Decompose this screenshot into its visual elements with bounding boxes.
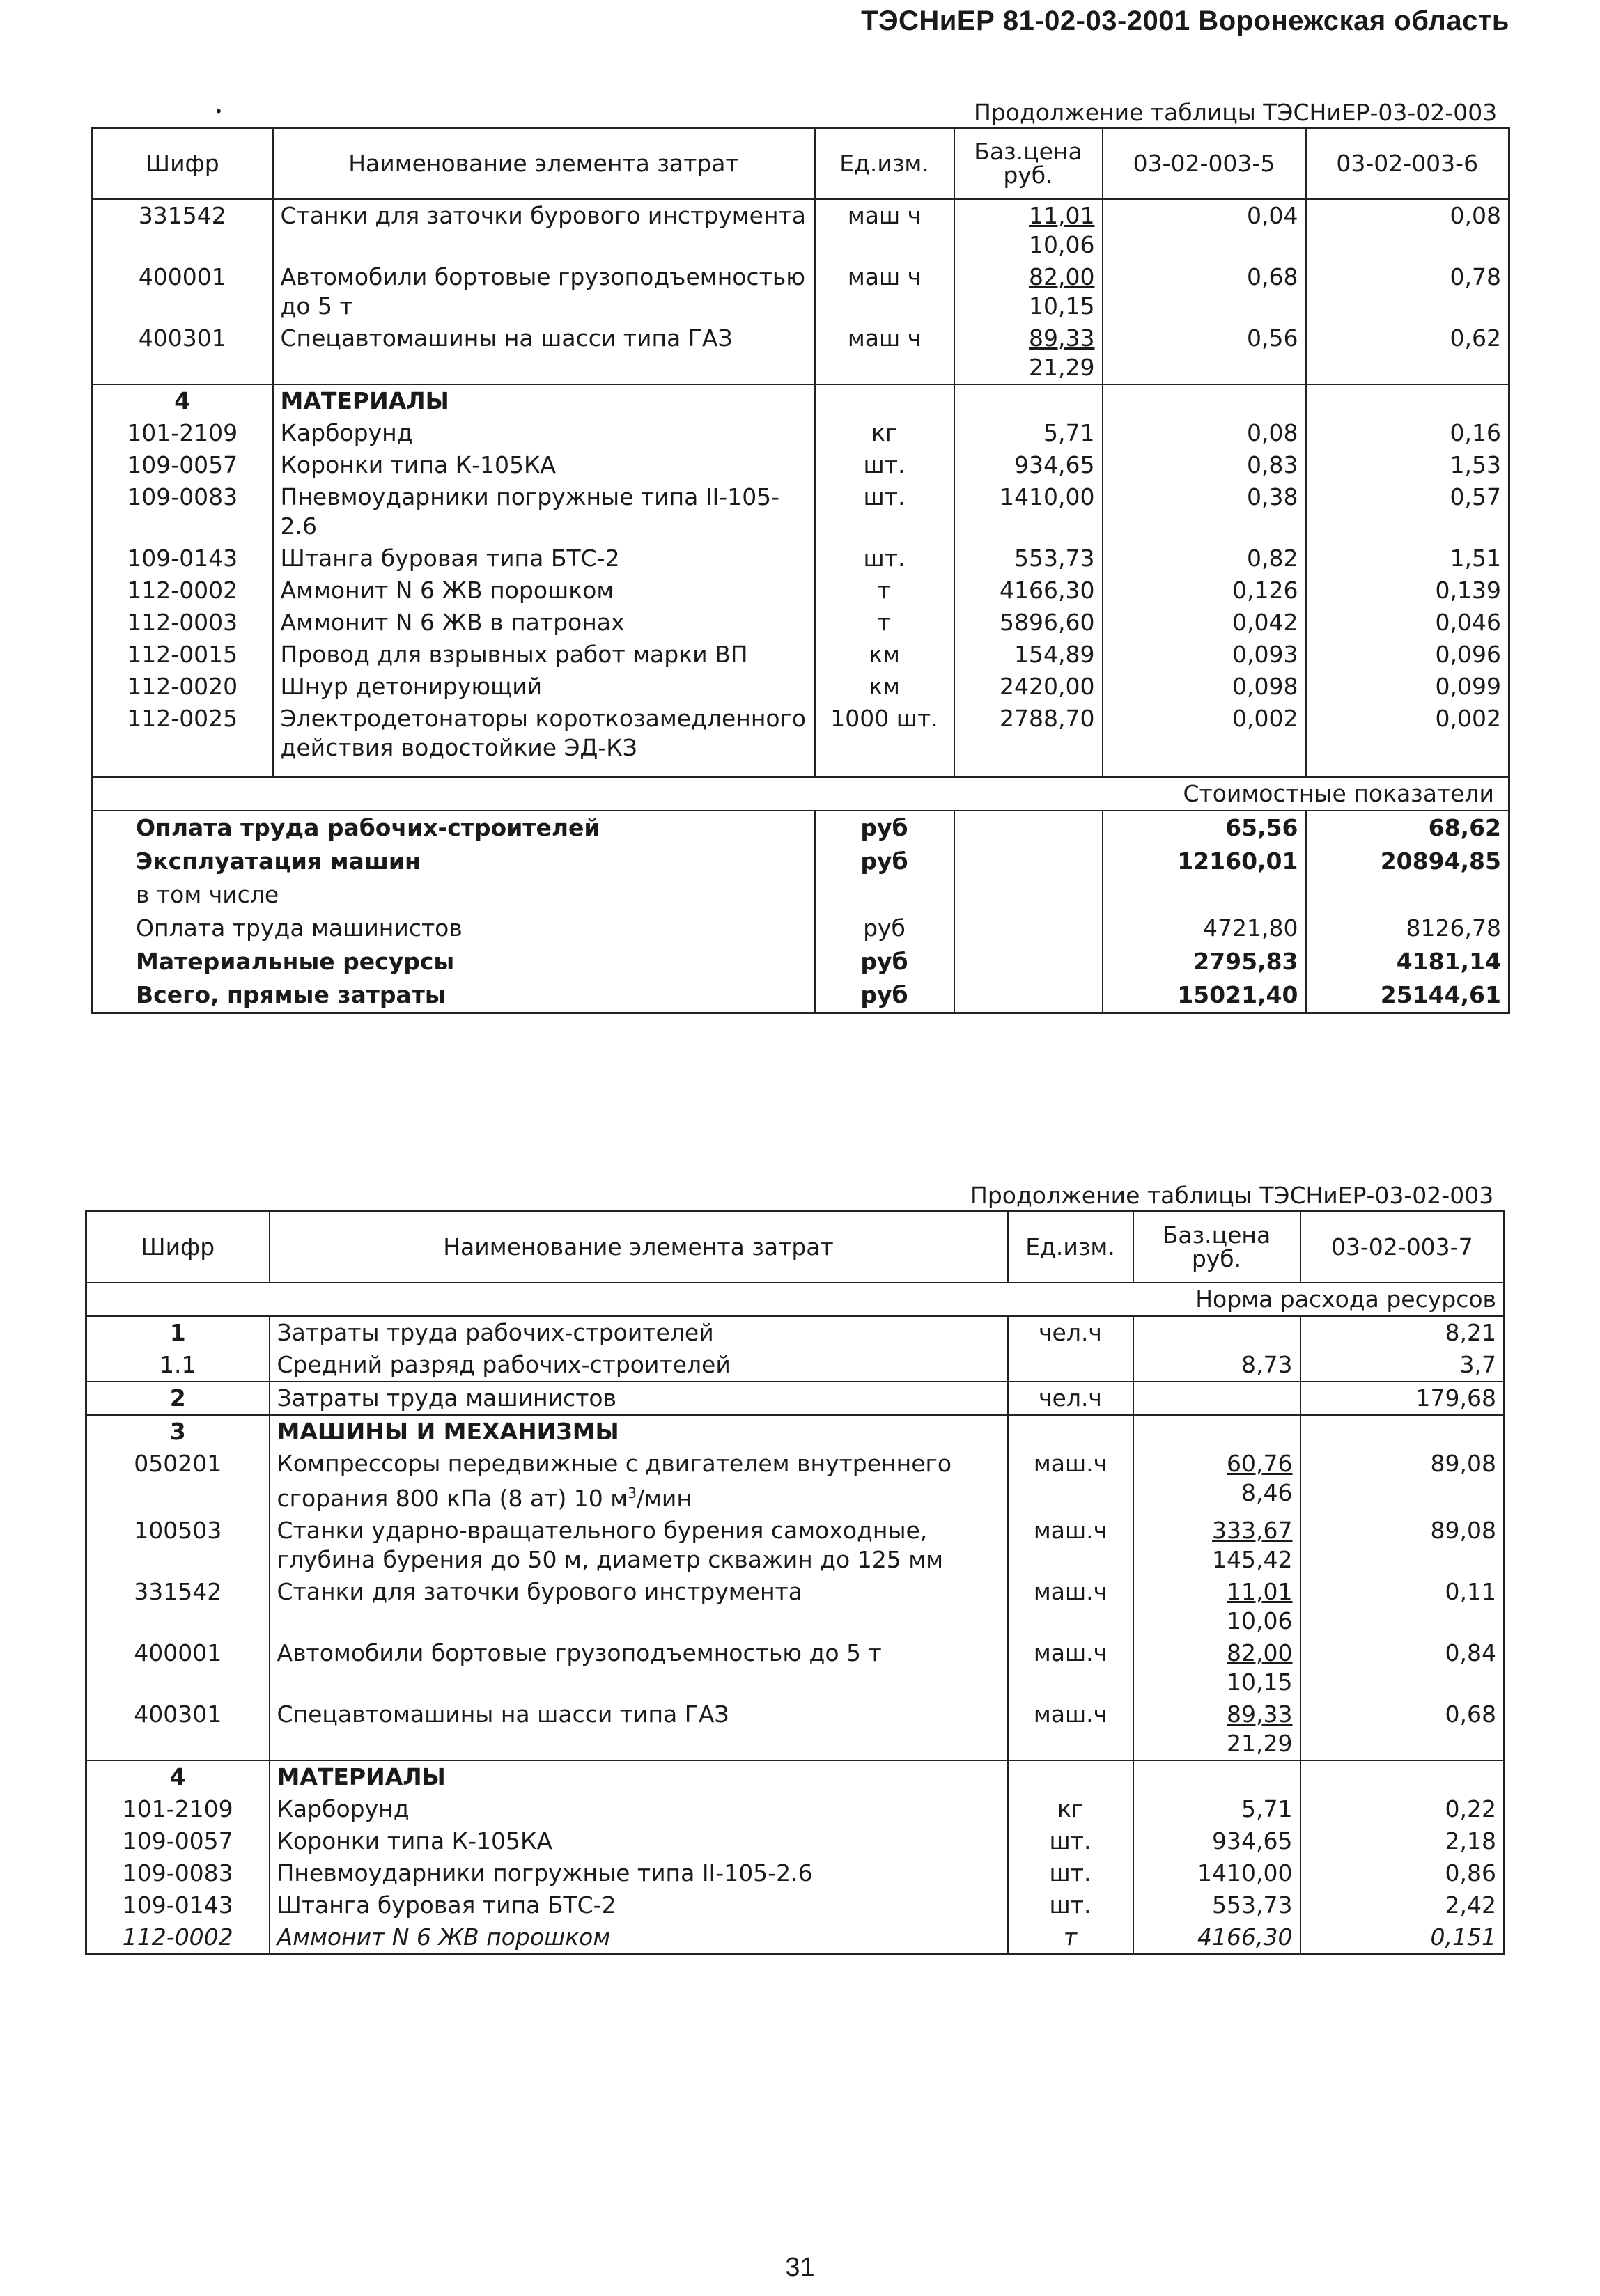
resource-name: Шнур детонирующий [273,671,815,703]
base-price [1133,1382,1300,1415]
resource-name: Карборунд [270,1793,1008,1825]
cost-value-6: 20894,85 [1306,845,1509,878]
resource-name-text: Компрессоры передвижные с двигателем внутреннего сгорания 800 кПа (8 ат) 10 м [277,1450,952,1512]
document-header: ТЭСНиЕР 81-02-03-2001 Воронежская область [861,6,1509,36]
resource-name: Электродетонаторы короткозамедленного действия водостойкие ЭД-КЗ [273,703,815,764]
resource-unit: шт. [815,542,954,575]
material-row [86,1857,1505,1889]
price-bottom: 21,29 [1227,1730,1293,1757]
resource-name-text: Автомобили бортовые грузоподъемностью до 5 т [277,1639,882,1666]
resource-unit: шт. [1008,1825,1133,1857]
empty-cell [954,945,1103,978]
norm-value-7: 8,21 [1300,1316,1505,1349]
cost-row [92,945,1509,978]
resource-unit: кг [1008,1793,1133,1825]
resource-code: 109-0083 [86,1857,270,1889]
material-row [86,1793,1505,1825]
col-header-code: Шифр [92,128,273,200]
resource-name: Провод для взрывных работ марки ВП [273,639,815,671]
resource-unit: 1000 шт. [815,703,954,764]
norm-caption: Норма расхода ресурсов [86,1283,1505,1316]
cost-row [92,845,1509,878]
price-top: 60,76 [1227,1450,1293,1477]
norm-value-5: 0,098 [1103,671,1306,703]
material-row [92,542,1509,575]
base-price: 2788,70 [954,703,1103,764]
cost-label: Всего, прямые затраты [92,978,815,1013]
empty-cell [1306,384,1509,417]
resource-name: Автомобили бортовые грузоподъемностью до 5 т [273,261,815,322]
norm-value-5: 0,002 [1103,703,1306,764]
base-price [1133,1576,1300,1637]
norm-value-6: 0,046 [1306,607,1509,639]
resource-unit: кг [815,417,954,449]
col-header-norm-6: 03-02-003-6 [1306,128,1509,200]
resource-unit: маш.ч [1008,1637,1133,1698]
empty-cell [273,764,815,777]
empty-cell [1133,1415,1300,1448]
price-top: 89,33 [1227,1701,1293,1728]
table2-header-row [86,1212,1505,1283]
resource-unit: шт. [815,449,954,481]
norm-value-6: 1,51 [1306,542,1509,575]
resource-name-text: Спецавтомашины на шасси типа ГАЗ [277,1701,729,1728]
cost-unit: руб [815,912,954,945]
resource-unit: маш.ч [1008,1576,1133,1637]
price-bottom: 21,29 [1029,354,1095,381]
resource-name: Штанга буровая типа БТС-2 [273,542,815,575]
norm-value-5: 0,04 [1103,199,1306,261]
resource-code: 109-0057 [92,449,273,481]
cost-row [92,878,1509,912]
empty-cell [1300,1760,1505,1793]
empty-cell [954,978,1103,1013]
resource-name [270,1576,1008,1637]
material-row [92,639,1509,671]
cost-unit: руб [815,978,954,1013]
resource-code: 112-0015 [92,639,273,671]
empty-cell [92,764,273,777]
cost-unit: руб [815,845,954,878]
resource-unit: т [815,607,954,639]
labor-row [86,1349,1505,1382]
page-number: 31 [785,2253,815,2282]
base-price: 1410,00 [1133,1857,1300,1889]
cost-value-5: 15021,40 [1103,978,1306,1013]
norm-value-5: 0,68 [1103,261,1306,322]
col-header-code: Шифр [86,1212,270,1283]
cost-value-6: 8126,78 [1306,912,1509,945]
cost-value-6: 68,62 [1306,811,1509,845]
norm-value-7: 2,18 [1300,1825,1505,1857]
base-price [1133,1316,1300,1349]
base-price: 8,73 [1133,1349,1300,1382]
resource-code: 112-0020 [92,671,273,703]
resource-unit: шт. [1008,1857,1133,1889]
material-row [92,481,1509,542]
machine-row [92,261,1509,322]
resource-code: 112-0002 [86,1921,270,1955]
price-top: 82,00 [1227,1639,1293,1666]
cost-caption: Стоимостные показатели [92,777,1509,811]
norm-value-5: 0,83 [1103,449,1306,481]
resource-unit: чел.ч [1008,1316,1133,1349]
section-name: МАТЕРИАЛЫ [270,1760,1008,1793]
cost-value-6: 4181,14 [1306,945,1509,978]
resource-name-text: Станки для заточки бурового инструмента [277,1578,802,1605]
material-row [92,417,1509,449]
section-name: МАШИНЫ И МЕХАНИЗМЫ [270,1415,1008,1448]
resource-code: 1.1 [86,1349,270,1382]
resource-code: 112-0002 [92,575,273,607]
resource-unit: маш ч [815,322,954,384]
base-price: 154,89 [954,639,1103,671]
col-header-name: Наименование элемента затрат [270,1212,1008,1283]
table1-continuation-caption: Продолжение таблицы ТЭСНиЕР-03-02-003 [974,99,1498,126]
price-top: 11,01 [1029,202,1095,229]
base-price: 553,73 [954,542,1103,575]
resource-unit [1008,1349,1133,1382]
base-price: 1410,00 [954,481,1103,542]
cost-label: Эксплуатация машин [92,845,815,878]
resource-unit: маш.ч [1008,1515,1133,1576]
section-code: 4 [86,1760,270,1793]
base-price: 5896,60 [954,607,1103,639]
price-bottom: 8,46 [1241,1479,1293,1506]
resource-name: Аммонит N 6 ЖВ порошком [273,575,815,607]
material-row [92,703,1509,764]
section-row [86,1760,1505,1793]
base-price [1133,1515,1300,1576]
norm-value-7: 3,7 [1300,1349,1505,1382]
base-price [1133,1448,1300,1515]
empty-cell [1008,1760,1133,1793]
col-header-price: Баз.цена руб. [954,128,1103,200]
resource-name: Аммонит N 6 ЖВ порошком [270,1921,1008,1955]
cost-value-6: 25144,61 [1306,978,1509,1013]
machine-row [86,1698,1505,1760]
cost-label: Оплата труда машинистов [92,912,815,945]
norm-value-7: 179,68 [1300,1382,1505,1415]
resource-code: 050201 [86,1448,270,1515]
resource-code: 331542 [86,1576,270,1637]
cost-row [92,978,1509,1013]
price-bottom: 145,42 [1212,1546,1293,1573]
cost-unit: руб [815,811,954,845]
resource-unit: т [1008,1921,1133,1955]
base-price: 2420,00 [954,671,1103,703]
resource-code: 101-2109 [92,417,273,449]
cost-value-5: 12160,01 [1103,845,1306,878]
cost-unit [815,878,954,912]
resource-name: Станки для заточки бурового инструмента [273,199,815,261]
machine-row [86,1448,1505,1515]
cost-value-5: 2795,83 [1103,945,1306,978]
resource-unit: т [815,575,954,607]
col-header-norm-5: 03-02-003-5 [1103,128,1306,200]
empty-cell [815,384,954,417]
labor-row [86,1316,1505,1349]
price-bottom: 10,15 [1227,1669,1293,1696]
norm-value-6: 0,099 [1306,671,1509,703]
empty-cell [1133,1760,1300,1793]
resource-name: Карборунд [273,417,815,449]
cost-caption-row [92,777,1509,811]
price-top: 89,33 [1029,325,1095,352]
material-row [92,575,1509,607]
resource-unit: чел.ч [1008,1382,1133,1415]
col-header-price: Баз.цена руб. [1133,1212,1300,1283]
empty-cell [954,845,1103,878]
norm-value-7: 0,11 [1300,1576,1505,1637]
resource-name: Затраты труда рабочих-строителей [270,1316,1008,1349]
spacer-row [92,764,1509,777]
resource-table-1 [91,127,1510,1014]
empty-cell [815,764,954,777]
unit-superscript: 3 [628,1485,637,1501]
base-price [954,261,1103,322]
empty-cell [954,811,1103,845]
price-top: 11,01 [1227,1578,1293,1605]
cost-row [92,811,1509,845]
material-row [86,1921,1505,1955]
base-price: 4166,30 [1133,1921,1300,1955]
material-row [92,449,1509,481]
section-name: МАТЕРИАЛЫ [273,384,815,417]
stray-mark: • [215,103,223,120]
base-price [1133,1637,1300,1698]
empty-cell [1103,764,1306,777]
resource-name: Затраты труда машинистов [270,1382,1008,1415]
resource-name-text: Станки ударно-вращательного бурения самоходные, глубина бурения до 50 м, диаметр скважин до 125 мм [277,1517,943,1573]
col-header-unit: Ед.изм. [815,128,954,200]
price-top: 333,67 [1212,1517,1293,1544]
norm-value-5: 0,56 [1103,322,1306,384]
norm-value-5: 0,093 [1103,639,1306,671]
norm-value-6: 0,002 [1306,703,1509,764]
price-bottom: 10,06 [1029,231,1095,258]
norm-value-6: 0,62 [1306,322,1509,384]
resource-unit: км [815,671,954,703]
col-header-unit: Ед.изм. [1008,1212,1133,1283]
norm-value-6: 0,57 [1306,481,1509,542]
resource-table-2 [85,1210,1505,1955]
resource-code: 109-0083 [92,481,273,542]
norm-value-7: 0,68 [1300,1698,1505,1760]
empty-cell [1103,384,1306,417]
resource-code: 400001 [92,261,273,322]
base-price: 934,65 [1133,1825,1300,1857]
table2-continuation-caption: Продолжение таблицы ТЭСНиЕР-03-02-003 [970,1182,1494,1209]
resource-unit: маш.ч [1008,1448,1133,1515]
resource-unit: маш.ч [1008,1698,1133,1760]
resource-code: 109-0143 [86,1889,270,1921]
base-price [954,322,1103,384]
empty-cell [1306,764,1509,777]
table1-header-row [92,128,1509,200]
base-price: 5,71 [954,417,1103,449]
norm-value-7: 89,08 [1300,1448,1505,1515]
resource-code: 331542 [92,199,273,261]
resource-name [270,1698,1008,1760]
norm-value-6: 0,78 [1306,261,1509,322]
machine-row [92,322,1509,384]
norm-value-5: 0,82 [1103,542,1306,575]
resource-code: 109-0143 [92,542,273,575]
cost-unit: руб [815,945,954,978]
resource-unit: маш ч [815,261,954,322]
cost-value-5 [1103,878,1306,912]
price-bottom: 10,15 [1029,292,1095,320]
resource-name-suffix: /мин [636,1485,692,1512]
norm-value-5: 0,042 [1103,607,1306,639]
base-price: 4166,30 [954,575,1103,607]
section-row [86,1415,1505,1448]
cost-value-6 [1306,878,1509,912]
cost-value-5: 65,56 [1103,811,1306,845]
resource-unit: маш ч [815,199,954,261]
machine-row [86,1576,1505,1637]
norm-value-6: 1,53 [1306,449,1509,481]
norm-value-7: 0,86 [1300,1857,1505,1889]
norm-caption-row [86,1283,1505,1316]
machine-row [86,1515,1505,1576]
section-code: 3 [86,1415,270,1448]
resource-name [270,1515,1008,1576]
empty-cell [1008,1415,1133,1448]
col-header-norm-7: 03-02-003-7 [1300,1212,1505,1283]
resource-name: Пневмоударники погружные типа II-105-2.6 [270,1857,1008,1889]
resource-name [270,1448,1008,1515]
resource-name: Штанга буровая типа БТС-2 [270,1889,1008,1921]
norm-value-7: 0,151 [1300,1921,1505,1955]
resource-name: Аммонит N 6 ЖВ в патронах [273,607,815,639]
empty-cell [954,878,1103,912]
base-price: 553,73 [1133,1889,1300,1921]
norm-value-5: 0,08 [1103,417,1306,449]
material-row [86,1825,1505,1857]
norm-value-6: 0,08 [1306,199,1509,261]
norm-value-6: 0,096 [1306,639,1509,671]
empty-cell [954,764,1103,777]
resource-name: Коронки типа К-105КА [270,1825,1008,1857]
resource-code: 400301 [86,1698,270,1760]
resource-code: 109-0057 [86,1825,270,1857]
price-top: 82,00 [1029,263,1095,290]
cost-label: Оплата труда рабочих-строителей [92,811,815,845]
norm-value-7: 2,42 [1300,1889,1505,1921]
material-row [92,671,1509,703]
section-code: 4 [92,384,273,417]
cost-label: в том числе [92,878,815,912]
resource-name: Пневмоударники погружные типа II-105-2.6 [273,481,815,542]
resource-code: 1 [86,1316,270,1349]
base-price [954,199,1103,261]
norm-value-5: 0,126 [1103,575,1306,607]
resource-code: 101-2109 [86,1793,270,1825]
base-price: 934,65 [954,449,1103,481]
empty-cell [1300,1415,1505,1448]
price-bottom: 10,06 [1227,1607,1293,1634]
labor-row [86,1382,1505,1415]
cost-value-5: 4721,80 [1103,912,1306,945]
norm-value-6: 0,139 [1306,575,1509,607]
resource-code: 2 [86,1382,270,1415]
resource-code: 100503 [86,1515,270,1576]
resource-code: 112-0003 [92,607,273,639]
resource-unit: км [815,639,954,671]
col-header-name: Наименование элемента затрат [273,128,815,200]
machine-row [92,199,1509,261]
cost-label: Материальные ресурсы [92,945,815,978]
resource-name: Коронки типа К-105КА [273,449,815,481]
resource-name [270,1637,1008,1698]
norm-value-7: 89,08 [1300,1515,1505,1576]
empty-cell [954,912,1103,945]
resource-name: Средний разряд рабочих-строителей [270,1349,1008,1382]
empty-cell [954,384,1103,417]
resource-code: 112-0025 [92,703,273,764]
resource-name: Спецавтомашины на шасси типа ГАЗ [273,322,815,384]
resource-unit: шт. [1008,1889,1133,1921]
base-price [1133,1698,1300,1760]
material-row [92,607,1509,639]
norm-value-5: 0,38 [1103,481,1306,542]
base-price: 5,71 [1133,1793,1300,1825]
material-row [86,1889,1505,1921]
norm-value-7: 0,84 [1300,1637,1505,1698]
cost-row [92,912,1509,945]
norm-value-7: 0,22 [1300,1793,1505,1825]
norm-value-6: 0,16 [1306,417,1509,449]
resource-unit: шт. [815,481,954,542]
resource-code: 400301 [92,322,273,384]
machine-row [86,1637,1505,1698]
resource-code: 400001 [86,1637,270,1698]
section-row [92,384,1509,417]
